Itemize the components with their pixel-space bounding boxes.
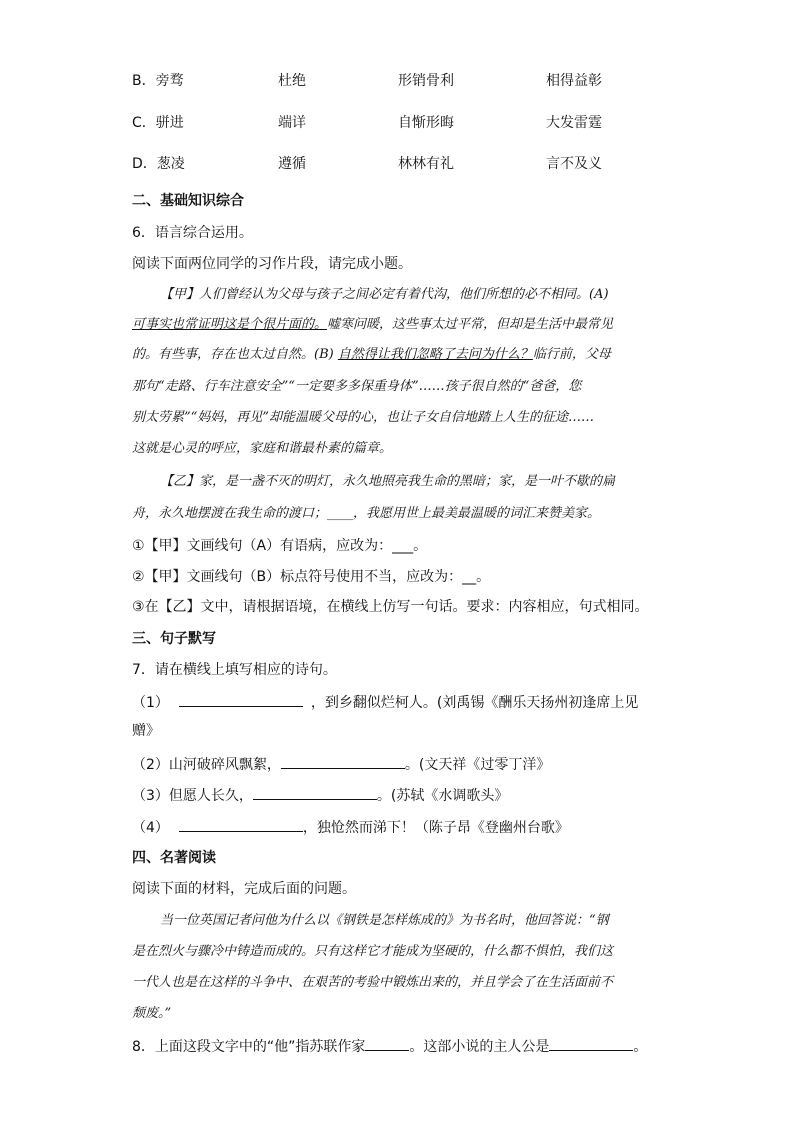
poem-item-3: （3）但愿人长久， 。(苏轼《水调歌头》 [132,783,508,807]
section-2-title: 二、基础知识综合 [132,193,244,209]
option-c-word-2: 自惭形晦 [398,115,454,131]
option-d-label: D．葱凌 [132,156,185,172]
fill-blank-1[interactable] [179,690,303,707]
passage-jia-line-6: 这就是心灵的呼应，家庭和谐最朴素的篇章。 [132,441,393,456]
passage-jia-line-3: 的。有些事，存在也太过自然。(B) 自然得让我们忽略了去问为什么？临行前，父母 [132,347,611,362]
option-d-word-1: 遵循 [278,156,306,172]
option-c-label: C．骈进 [132,115,184,131]
passage-jia-line-2: 可事实也常证明这是个很片面的。嘘寒问暖，这些事太过平常，但却是生活中最常见 [132,317,614,332]
question-6-intro: 阅读下面两位同学的习作片段，请完成小题。 [132,256,412,272]
option-d-word-2: 林林有礼 [398,156,454,172]
material-line-2: 是在烈火与骤冷中铸造而成的。只有这样它才能成为坚硬的，什么都不惧怕，我们这 [132,944,614,959]
passage-jia-line-5: 别太劳累”“妈妈，再见”却能温暖父母的心，也让子女自信地踏上人生的征途…… [132,410,594,425]
poem-item-2: （2）山河破碎风飘絮， 。(文天祥《过零丁洋》 [132,752,550,776]
material-line-4: 颓废。” [132,1006,172,1021]
subquestion-3: ③在【乙】文中，请根据语境，在横线上仿写一句话。要求：内容相应，句式相同。 [132,599,649,615]
passage-yi-line-2: 舟，永久地摆渡在我生命的渡口；____，我愿用世上最美最温暖的词汇来赞美家。 [132,506,601,521]
poem-item-4: （4） ，独怆然而涕下！（陈子昂《登幽州台歌》 [132,815,569,839]
option-b-word-1: 杜绝 [278,73,306,89]
passage-yi-line-1: 【乙】家，是一盏不灭的明灯，永久地照亮我生命的黑暗；家，是一叶不歇的扁 [160,474,616,489]
fill-blank-yi[interactable]: ____ [327,506,354,521]
section-4-intro: 阅读下面的材料，完成后面的问题。 [132,881,356,897]
poem-item-1: （1） ，到乡翻似烂柯人。(刘禹锡《酬乐天扬州初逢席上见 [132,690,638,714]
material-line-1: 当一位英国记者问他为什么以《钢铁是怎样炼成的》为书名时，他回答说：“钢 [160,913,609,928]
passage-jia-line-1: 【甲】人们曾经认为父母与孩子之间必定有着代沟，他们所想的必不相同。(A) [160,287,609,302]
question-8: 8．上面这段文字中的“他”指苏联作家 。这部小说的主人公是 。 [132,1034,647,1058]
poem-item-1-cont: 赠》 [132,723,160,739]
fill-blank-author[interactable] [365,1034,409,1051]
question-7: 7．请在横线上填写相应的诗句。 [132,662,337,678]
section-4-title: 四、名著阅读 [132,850,216,866]
material-line-3: 一代人也是在这样的斗争中、在艰苦的考验中锻炼出来的，并且学会了在生活面前不 [132,975,614,990]
question-6: 6．语言综合运用。 [132,225,253,241]
fill-blank-2[interactable] [281,752,405,769]
fill-blank-protagonist[interactable] [549,1034,633,1051]
option-c-word-3: 大发雷霆 [546,115,602,131]
passage-jia-line-4: 那句“走路、行车注意安全”“一定要多多保重身体”……孩子很自然的“爸爸，您 [132,379,582,394]
option-b-word-3: 相得益彰 [546,73,602,89]
subquestion-1: ①【甲】文画线句（A）有语病，应改为：___。 [132,538,428,554]
fill-blank-3[interactable] [253,783,377,800]
underlined-sentence-b: 自然得让我们忽略了去问为什么？ [337,347,533,362]
option-c-word-1: 端详 [278,115,306,131]
underlined-sentence-a: 可事实也常证明这是个很片面的。 [132,317,328,332]
option-d-word-3: 言不及义 [546,156,602,172]
subquestion-2: ②【甲】文画线句（B）标点符号使用不当，应改为：__。 [132,569,491,585]
option-b-word-2: 形销骨利 [398,73,454,89]
option-b-label: B．旁骛 [132,73,184,89]
section-3-title: 三、句子默写 [132,631,216,647]
fill-blank-4[interactable] [179,815,303,832]
